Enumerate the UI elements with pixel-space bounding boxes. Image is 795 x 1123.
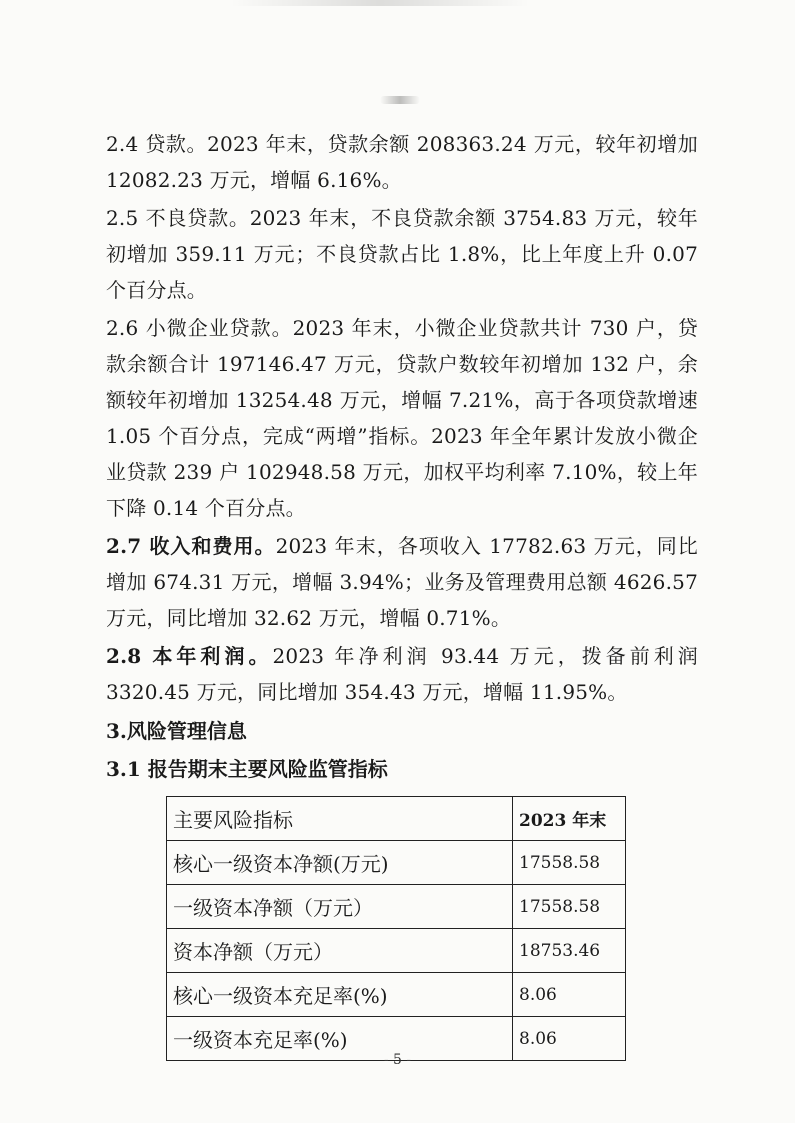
paragraph-small-micro-loans: 2.6 小微企业贷款。2023 年末，小微企业贷款共计 730 户，贷款余额合计 197146.47 万元，贷款户数较年初增加 132 户，余额较年初增加 13254.48 万元，增幅 7.21%，高于各项贷款增速 1.05 个百分点，完成“两增”指标。2023 年全年累计发放小微企业贷款 239 户 102948.58 万元，加权平均利率 7.10%，较上年下降 0.14 个百分点。	[106, 316, 698, 520]
paragraph-loans: 2.4 贷款。2023 年末，贷款余额 208363.24 万元，较年初增加 12082.23 万元，增幅 6.16%。	[106, 132, 698, 192]
indicator-name: 一级资本净额（万元）	[167, 885, 513, 929]
paragraph-text: 2023 年末，各项收入 17782.63 万元，同比增加 674.31 万元，增幅 3.94%；业务及管理费用总额 4626.57 万元，同比增加 32.62 万元，增幅 0.71%。	[106, 534, 698, 630]
indicator-name: 核心一级资本净额(万元)	[167, 841, 513, 885]
table-header-row	[167, 797, 626, 841]
indicator-name: 资本净额（万元）	[167, 929, 513, 973]
indicator-value: 8.06	[513, 1017, 626, 1061]
indicator-name: 一级资本充足率(%)	[167, 1017, 513, 1061]
section-title-risk-management: 3.风险管理信息	[106, 719, 247, 743]
table-row	[167, 841, 626, 885]
document-body	[106, 126, 698, 788]
paragraph-heading: 2.8 本年利润。	[106, 644, 273, 668]
paragraph-nonperforming-loans: 2.5 不良贷款。2023 年末，不良贷款余额 3754.83 万元，较年初增加 359.11 万元；不良贷款占比 1.8%，比上年度上升 0.07 个百分点。	[106, 206, 698, 302]
paragraph-annual-profit	[106, 638, 698, 710]
indicator-value: 8.06	[513, 973, 626, 1017]
table-row	[167, 973, 626, 1017]
indicator-name: 核心一级资本充足率(%)	[167, 973, 513, 1017]
page-number: - 5 -	[383, 1052, 412, 1068]
table-header-year-end: 2023 年末	[513, 797, 626, 841]
paragraph-text: 2023 年净利润 93.44 万元，拨备前利润 3320.45 万元，同比增加 354.43 万元，增幅 11.95%。	[106, 644, 698, 704]
indicator-value: 18753.46	[513, 929, 626, 973]
table-header-indicator: 主要风险指标	[167, 797, 513, 841]
table-row	[167, 885, 626, 929]
risk-indicator-table	[166, 796, 626, 1061]
subsection-title-regulatory-indicators: 3.1 报告期末主要风险监管指标	[106, 757, 388, 781]
scan-artifact	[230, 0, 530, 6]
indicator-value: 17558.58	[513, 841, 626, 885]
paragraph-income-expenses	[106, 528, 698, 636]
scan-artifact	[380, 96, 420, 104]
paragraph-heading: 2.7 收入和费用。	[106, 534, 276, 558]
table-row	[167, 929, 626, 973]
indicator-value: 17558.58	[513, 885, 626, 929]
